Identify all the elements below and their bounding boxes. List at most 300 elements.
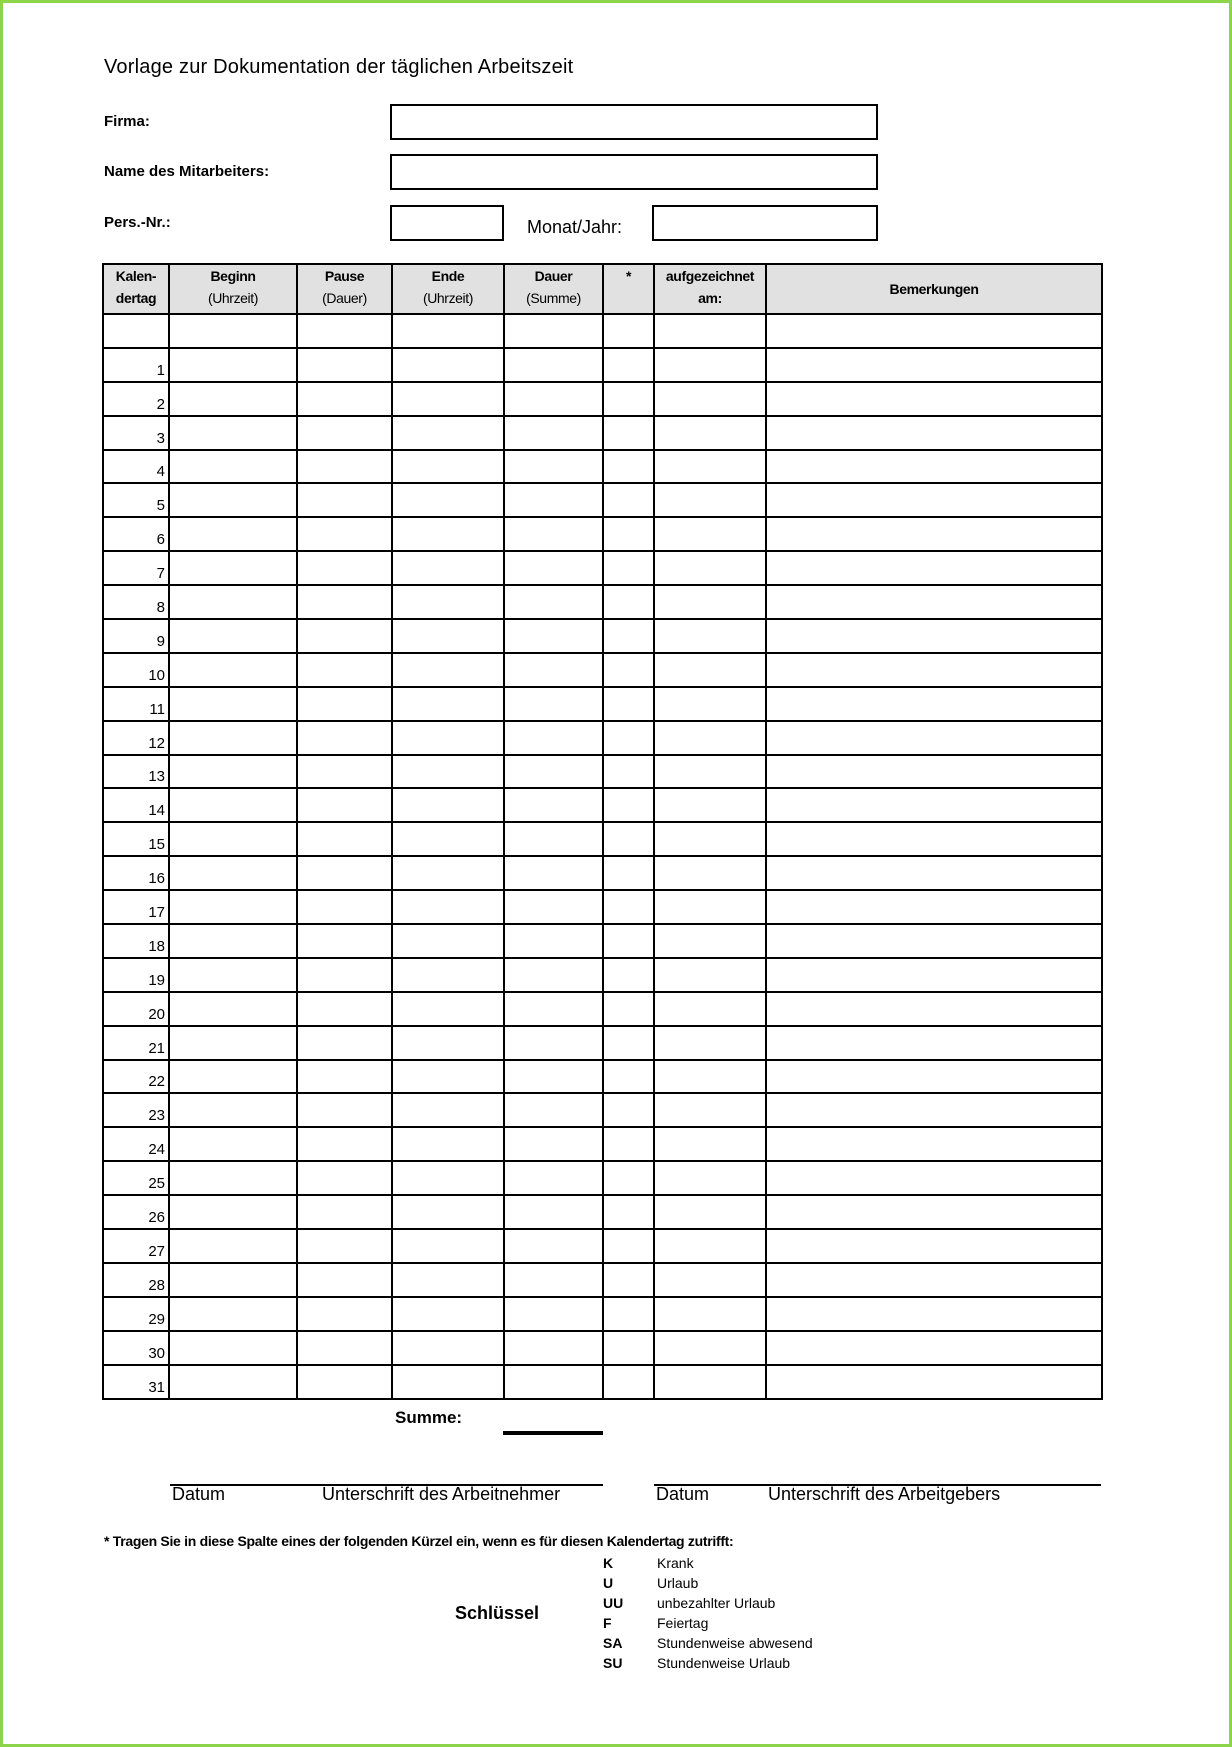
monat-field[interactable] (652, 205, 878, 241)
header-row (103, 264, 1102, 314)
bemerkungen-cell[interactable] (766, 450, 1102, 484)
beginn-cell[interactable] (169, 1060, 297, 1094)
bemerkungen-cell[interactable] (766, 653, 1102, 687)
kuerzel-cell[interactable] (603, 348, 654, 382)
beginn-cell[interactable] (169, 517, 297, 551)
ende-cell[interactable] (392, 1297, 504, 1331)
kuerzel-cell[interactable] (603, 1229, 654, 1263)
table-row (103, 755, 1102, 789)
table-row (103, 788, 1102, 822)
aufgezeichnet-cell[interactable] (654, 1297, 766, 1331)
ende-cell[interactable] (392, 1127, 504, 1161)
ende-cell[interactable] (392, 1263, 504, 1297)
pause-cell[interactable] (297, 653, 392, 687)
beginn-cell[interactable] (169, 483, 297, 517)
beginn-cell[interactable] (169, 856, 297, 890)
pause-cell[interactable] (297, 992, 392, 1026)
header-asterisk (603, 264, 654, 314)
key-code: UU (603, 1595, 624, 1611)
aufgezeichnet-cell[interactable] (654, 517, 766, 551)
pause-cell[interactable] (297, 958, 392, 992)
bemerkungen-cell[interactable] (766, 1026, 1102, 1060)
aufgezeichnet-cell[interactable] (654, 755, 766, 789)
pause-cell[interactable] (297, 856, 392, 890)
pause-cell[interactable] (297, 1060, 392, 1094)
pause-cell[interactable] (297, 1026, 392, 1060)
header-aufgezeichnet-main: aufgezeichnet (665, 268, 755, 284)
dauer-cell[interactable] (504, 856, 603, 890)
table-row (103, 1331, 1102, 1365)
pause-cell[interactable] (297, 1093, 392, 1127)
pause-cell[interactable] (297, 483, 392, 517)
pause-cell[interactable] (297, 721, 392, 755)
kuerzel-cell[interactable] (603, 314, 654, 348)
pause-cell[interactable] (297, 450, 392, 484)
header-bemerkungen (766, 264, 1102, 314)
beginn-cell[interactable] (169, 1093, 297, 1127)
dauer-cell[interactable] (504, 382, 603, 416)
beginn-cell[interactable] (169, 924, 297, 958)
dauer-cell[interactable] (504, 1161, 603, 1195)
ende-cell[interactable] (392, 1195, 504, 1229)
dauer-cell[interactable] (504, 1127, 603, 1161)
aufgezeichnet-cell[interactable] (654, 687, 766, 721)
ende-cell[interactable] (392, 924, 504, 958)
key-item (603, 1573, 813, 1593)
kuerzel-cell[interactable] (603, 585, 654, 619)
bemerkungen-cell[interactable] (766, 924, 1102, 958)
aufgezeichnet-cell[interactable] (654, 450, 766, 484)
ende-cell[interactable] (392, 416, 504, 450)
beginn-cell[interactable] (169, 314, 297, 348)
aufgezeichnet-cell[interactable] (654, 1127, 766, 1161)
day-cell: 22 (103, 1060, 169, 1094)
dauer-cell[interactable] (504, 619, 603, 653)
kuerzel-cell[interactable] (603, 755, 654, 789)
kuerzel-cell[interactable] (603, 1093, 654, 1127)
dauer-cell[interactable] (504, 483, 603, 517)
aufgezeichnet-cell[interactable] (654, 416, 766, 450)
header-kalendertag-sub: dertag (115, 290, 157, 306)
dauer-cell[interactable] (504, 348, 603, 382)
bemerkungen-cell[interactable] (766, 1060, 1102, 1094)
day-cell: 2 (103, 382, 169, 416)
kuerzel-cell[interactable] (603, 483, 654, 517)
ende-cell[interactable] (392, 687, 504, 721)
pause-cell[interactable] (297, 755, 392, 789)
aufgezeichnet-cell[interactable] (654, 890, 766, 924)
pause-cell[interactable] (297, 517, 392, 551)
ende-cell[interactable] (392, 1161, 504, 1195)
header-pause (297, 264, 392, 314)
ende-cell[interactable] (392, 788, 504, 822)
ende-cell[interactable] (392, 1331, 504, 1365)
ende-cell[interactable] (392, 958, 504, 992)
ende-cell[interactable] (392, 585, 504, 619)
aufgezeichnet-cell[interactable] (654, 958, 766, 992)
dauer-cell[interactable] (504, 687, 603, 721)
day-cell: 26 (103, 1195, 169, 1229)
aufgezeichnet-cell[interactable] (654, 1263, 766, 1297)
kuerzel-cell[interactable] (603, 924, 654, 958)
dauer-cell[interactable] (504, 958, 603, 992)
ende-cell[interactable] (392, 653, 504, 687)
key-title: Schlüssel (455, 1603, 540, 1623)
bemerkungen-cell[interactable] (766, 687, 1102, 721)
dauer-cell[interactable] (504, 1297, 603, 1331)
pause-cell[interactable] (297, 416, 392, 450)
pause-cell[interactable] (297, 788, 392, 822)
header-beginn-main: Beginn (210, 268, 256, 284)
table-row (103, 1127, 1102, 1161)
bemerkungen-cell[interactable] (766, 585, 1102, 619)
kuerzel-cell[interactable] (603, 1060, 654, 1094)
day-cell: 11 (103, 687, 169, 721)
kuerzel-cell[interactable] (603, 687, 654, 721)
bemerkungen-cell[interactable] (766, 721, 1102, 755)
aufgezeichnet-cell[interactable] (654, 585, 766, 619)
bemerkungen-cell[interactable] (766, 1331, 1102, 1365)
aufgezeichnet-cell[interactable] (654, 1093, 766, 1127)
pause-cell[interactable] (297, 1331, 392, 1365)
bemerkungen-cell[interactable] (766, 483, 1102, 517)
dauer-cell[interactable] (504, 314, 603, 348)
document-title: Vorlage zur Dokumentation der täglichen Arbeitszeit (104, 56, 574, 78)
dauer-cell[interactable] (504, 416, 603, 450)
dauer-cell[interactable] (504, 551, 603, 585)
day-cell: 12 (103, 721, 169, 755)
key-desc: Stundenweise abwesend (657, 1635, 813, 1651)
bemerkungen-cell[interactable] (766, 788, 1102, 822)
kuerzel-cell[interactable] (603, 1263, 654, 1297)
beginn-cell[interactable] (169, 619, 297, 653)
bemerkungen-cell[interactable] (766, 517, 1102, 551)
beginn-cell[interactable] (169, 755, 297, 789)
aufgezeichnet-cell[interactable] (654, 348, 766, 382)
dauer-cell[interactable] (504, 1026, 603, 1060)
table-row (103, 517, 1102, 551)
beginn-cell[interactable] (169, 890, 297, 924)
pause-cell[interactable] (297, 1127, 392, 1161)
aufgezeichnet-cell[interactable] (654, 1195, 766, 1229)
kuerzel-cell[interactable] (603, 721, 654, 755)
pause-cell[interactable] (297, 924, 392, 958)
table-row (103, 822, 1102, 856)
day-cell: 31 (103, 1365, 169, 1399)
dauer-cell[interactable] (504, 788, 603, 822)
aufgezeichnet-cell[interactable] (654, 1331, 766, 1365)
beginn-cell[interactable] (169, 1026, 297, 1060)
aufgezeichnet-cell[interactable] (654, 619, 766, 653)
ende-cell[interactable] (392, 314, 504, 348)
dauer-cell[interactable] (504, 1229, 603, 1263)
beginn-cell[interactable] (169, 721, 297, 755)
kuerzel-cell[interactable] (603, 551, 654, 585)
table-row (103, 1229, 1102, 1263)
header-pause-sub: (Dauer) (322, 290, 367, 306)
key-item (603, 1553, 813, 1573)
dauer-cell[interactable] (504, 721, 603, 755)
aufgezeichnet-cell[interactable] (654, 1161, 766, 1195)
header-pause-main: Pause (324, 268, 365, 284)
pause-cell[interactable] (297, 1195, 392, 1229)
table-row (103, 653, 1102, 687)
aufgezeichnet-cell[interactable] (654, 822, 766, 856)
kuerzel-cell[interactable] (603, 416, 654, 450)
kuerzel-cell[interactable] (603, 856, 654, 890)
pause-cell[interactable] (297, 1161, 392, 1195)
bemerkungen-cell[interactable] (766, 551, 1102, 585)
bemerkungen-cell[interactable] (766, 1195, 1102, 1229)
day-cell: 5 (103, 483, 169, 517)
bemerkungen-cell[interactable] (766, 1297, 1102, 1331)
dauer-cell[interactable] (504, 890, 603, 924)
day-cell: 4 (103, 450, 169, 484)
bemerkungen-cell[interactable] (766, 755, 1102, 789)
aufgezeichnet-cell[interactable] (654, 551, 766, 585)
bemerkungen-cell[interactable] (766, 822, 1102, 856)
day-cell: 27 (103, 1229, 169, 1263)
beginn-cell[interactable] (169, 788, 297, 822)
header-ende-sub: (Uhrzeit) (422, 290, 474, 306)
kuerzel-cell[interactable] (603, 958, 654, 992)
table-row (103, 1365, 1102, 1399)
bemerkungen-cell[interactable] (766, 1263, 1102, 1297)
pause-cell[interactable] (297, 1365, 392, 1399)
kuerzel-cell[interactable] (603, 653, 654, 687)
kuerzel-cell[interactable] (603, 450, 654, 484)
beginn-cell[interactable] (169, 382, 297, 416)
bemerkungen-cell[interactable] (766, 890, 1102, 924)
kuerzel-cell[interactable] (603, 1127, 654, 1161)
header-dauer-sub: (Summe) (526, 290, 581, 306)
pause-cell[interactable] (297, 382, 392, 416)
dauer-cell[interactable] (504, 822, 603, 856)
beginn-cell[interactable] (169, 822, 297, 856)
table-row (103, 314, 1102, 348)
ende-cell[interactable] (392, 856, 504, 890)
beginn-cell[interactable] (169, 416, 297, 450)
dauer-cell[interactable] (504, 1331, 603, 1365)
kuerzel-cell[interactable] (603, 517, 654, 551)
name-label: Name des Mitarbeiters: (104, 163, 270, 180)
key-code: K (603, 1555, 614, 1571)
table-row (103, 721, 1102, 755)
dauer-cell[interactable] (504, 517, 603, 551)
key-code: F (603, 1615, 612, 1631)
bemerkungen-cell[interactable] (766, 1161, 1102, 1195)
ende-cell[interactable] (392, 721, 504, 755)
table-row (103, 1161, 1102, 1195)
table-row (103, 1060, 1102, 1094)
kuerzel-cell[interactable] (603, 788, 654, 822)
bemerkungen-cell[interactable] (766, 1127, 1102, 1161)
day-cell: 19 (103, 958, 169, 992)
bemerkungen-cell[interactable] (766, 992, 1102, 1026)
header-bemerkungen-main: Bemerkungen (889, 281, 979, 297)
dauer-cell[interactable] (504, 1060, 603, 1094)
ende-cell[interactable] (392, 1229, 504, 1263)
beginn-cell[interactable] (169, 1195, 297, 1229)
pause-cell[interactable] (297, 551, 392, 585)
bemerkungen-cell[interactable] (766, 314, 1102, 348)
day-cell: 16 (103, 856, 169, 890)
key-item (603, 1653, 813, 1673)
table-row (103, 348, 1102, 382)
ende-cell[interactable] (392, 551, 504, 585)
ende-cell[interactable] (392, 1093, 504, 1127)
beginn-cell[interactable] (169, 992, 297, 1026)
aufgezeichnet-cell[interactable] (654, 924, 766, 958)
aufgezeichnet-cell[interactable] (654, 314, 766, 348)
kuerzel-cell[interactable] (603, 992, 654, 1026)
bemerkungen-cell[interactable] (766, 619, 1102, 653)
timesheet-body (103, 314, 1102, 1399)
dauer-cell[interactable] (504, 1263, 603, 1297)
beginn-cell[interactable] (169, 653, 297, 687)
ende-cell[interactable] (392, 450, 504, 484)
key-desc: Urlaub (657, 1575, 699, 1591)
ende-cell[interactable] (392, 992, 504, 1026)
header-kalendertag-main: Kalen- (115, 268, 157, 284)
pause-cell[interactable] (297, 1229, 392, 1263)
ende-cell[interactable] (392, 382, 504, 416)
beginn-cell[interactable] (169, 1161, 297, 1195)
pause-cell[interactable] (297, 822, 392, 856)
ende-cell[interactable] (392, 348, 504, 382)
day-cell: 15 (103, 822, 169, 856)
dauer-cell[interactable] (504, 450, 603, 484)
aufgezeichnet-cell[interactable] (654, 992, 766, 1026)
dauer-cell[interactable] (504, 1093, 603, 1127)
ende-cell[interactable] (392, 755, 504, 789)
pause-cell[interactable] (297, 1297, 392, 1331)
kuerzel-cell[interactable] (603, 382, 654, 416)
aufgezeichnet-cell[interactable] (654, 1229, 766, 1263)
bemerkungen-cell[interactable] (766, 348, 1102, 382)
table-row (103, 1263, 1102, 1297)
aufgezeichnet-cell[interactable] (654, 1026, 766, 1060)
header-dauer-main: Dauer (534, 268, 573, 284)
dauer-cell[interactable] (504, 1195, 603, 1229)
key-desc: Feiertag (657, 1615, 709, 1631)
table-row (103, 958, 1102, 992)
kuerzel-cell[interactable] (603, 619, 654, 653)
beginn-cell[interactable] (169, 1263, 297, 1297)
header-ende-main: Ende (431, 268, 465, 284)
firma-field[interactable] (390, 104, 878, 140)
day-cell: 17 (103, 890, 169, 924)
bemerkungen-cell[interactable] (766, 416, 1102, 450)
header-beginn (169, 264, 297, 314)
bemerkungen-cell[interactable] (766, 1093, 1102, 1127)
dauer-cell[interactable] (504, 755, 603, 789)
persnr-field[interactable] (390, 205, 504, 241)
signature-date-employee: Datum (172, 1484, 226, 1504)
beginn-cell[interactable] (169, 1229, 297, 1263)
pause-cell[interactable] (297, 348, 392, 382)
header-dauer (504, 264, 603, 314)
table-row (103, 416, 1102, 450)
ende-cell[interactable] (392, 822, 504, 856)
bemerkungen-cell[interactable] (766, 958, 1102, 992)
signature-date-employer: Datum (656, 1484, 710, 1504)
day-cell: 29 (103, 1297, 169, 1331)
beginn-cell[interactable] (169, 585, 297, 619)
ende-cell[interactable] (392, 890, 504, 924)
pause-cell[interactable] (297, 890, 392, 924)
bemerkungen-cell[interactable] (766, 1365, 1102, 1399)
pause-cell[interactable] (297, 687, 392, 721)
kuerzel-cell[interactable] (603, 1365, 654, 1399)
signature-label-employer: Unterschrift des Arbeitgebers (768, 1484, 1001, 1504)
dauer-cell[interactable] (504, 1365, 603, 1399)
kuerzel-cell[interactable] (603, 890, 654, 924)
bemerkungen-cell[interactable] (766, 382, 1102, 416)
aufgezeichnet-cell[interactable] (654, 788, 766, 822)
kuerzel-cell[interactable] (603, 1331, 654, 1365)
beginn-cell[interactable] (169, 1297, 297, 1331)
day-cell: 3 (103, 416, 169, 450)
beginn-cell[interactable] (169, 1365, 297, 1399)
ende-cell[interactable] (392, 483, 504, 517)
beginn-cell[interactable] (169, 958, 297, 992)
beginn-cell[interactable] (169, 1331, 297, 1365)
beginn-cell[interactable] (169, 687, 297, 721)
table-row (103, 687, 1102, 721)
aufgezeichnet-cell[interactable] (654, 1365, 766, 1399)
kuerzel-cell[interactable] (603, 822, 654, 856)
beginn-cell[interactable] (169, 1127, 297, 1161)
pause-cell[interactable] (297, 585, 392, 619)
aufgezeichnet-cell[interactable] (654, 1060, 766, 1094)
dauer-cell[interactable] (504, 992, 603, 1026)
signature-label-employee: Unterschrift des Arbeitnehmer (322, 1484, 561, 1504)
aufgezeichnet-cell[interactable] (654, 653, 766, 687)
pause-cell[interactable] (297, 619, 392, 653)
ende-cell[interactable] (392, 1365, 504, 1399)
dauer-cell[interactable] (504, 653, 603, 687)
beginn-cell[interactable] (169, 450, 297, 484)
aufgezeichnet-cell[interactable] (654, 721, 766, 755)
beginn-cell[interactable] (169, 551, 297, 585)
beginn-cell[interactable] (169, 348, 297, 382)
ende-cell[interactable] (392, 517, 504, 551)
kuerzel-cell[interactable] (603, 1026, 654, 1060)
aufgezeichnet-cell[interactable] (654, 483, 766, 517)
bemerkungen-cell[interactable] (766, 856, 1102, 890)
pause-cell[interactable] (297, 1263, 392, 1297)
dauer-cell[interactable] (504, 585, 603, 619)
kuerzel-cell[interactable] (603, 1195, 654, 1229)
kuerzel-cell[interactable] (603, 1297, 654, 1331)
pause-cell[interactable] (297, 314, 392, 348)
kuerzel-cell[interactable] (603, 1161, 654, 1195)
day-cell: 23 (103, 1093, 169, 1127)
key-code: SU (603, 1655, 623, 1671)
name-field[interactable] (390, 154, 878, 190)
ende-cell[interactable] (392, 619, 504, 653)
bemerkungen-cell[interactable] (766, 1229, 1102, 1263)
aufgezeichnet-cell[interactable] (654, 382, 766, 416)
ende-cell[interactable] (392, 1060, 504, 1094)
day-cell: 30 (103, 1331, 169, 1365)
dauer-cell[interactable] (504, 924, 603, 958)
aufgezeichnet-cell[interactable] (654, 856, 766, 890)
ende-cell[interactable] (392, 1026, 504, 1060)
monat-label: Monat/Jahr: (527, 217, 623, 237)
day-cell: 20 (103, 992, 169, 1026)
